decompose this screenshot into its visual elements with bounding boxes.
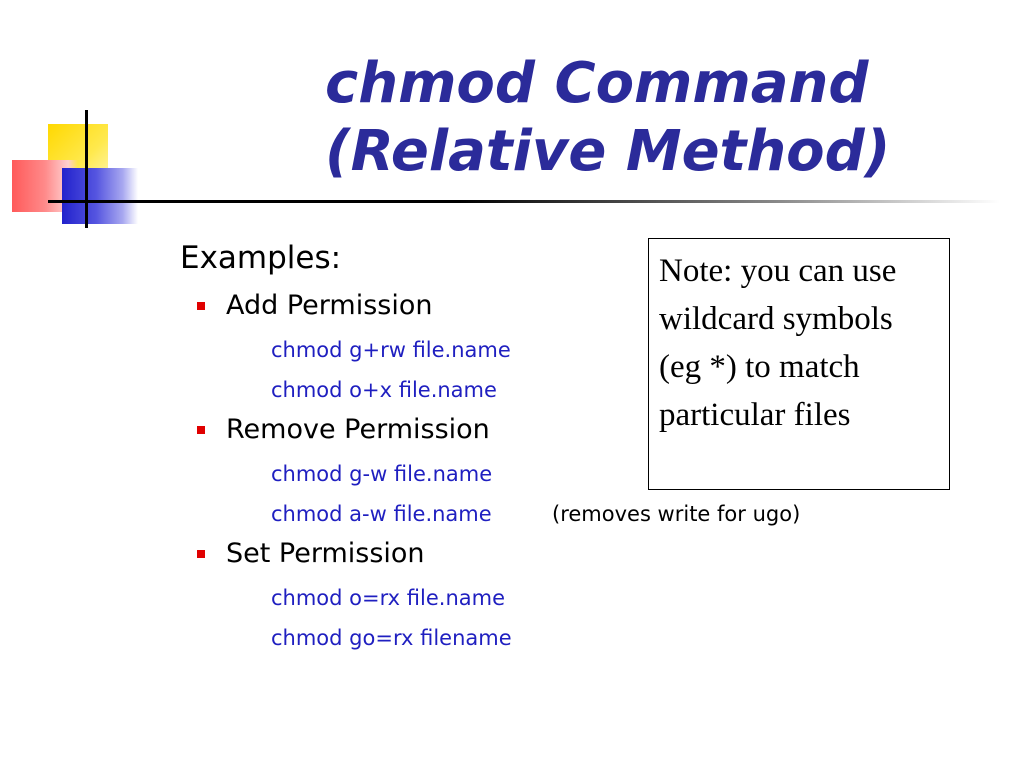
bullet-square-icon <box>197 302 205 310</box>
list-item <box>180 534 900 578</box>
bullet-square-icon <box>197 550 205 558</box>
slide-title-line2: (Relative Method) <box>325 119 891 184</box>
command-text: chmod g+rw file.name <box>271 338 511 362</box>
logo-blue-square <box>62 168 138 224</box>
section-label: Set Permission <box>226 538 425 569</box>
command-text: chmod g-w file.name <box>271 462 493 486</box>
command-text: chmod a-w file.name <box>271 502 492 526</box>
command-row <box>180 578 900 618</box>
command-row <box>180 618 900 658</box>
section-label: Add Permission <box>226 290 433 321</box>
command-text: chmod o+x file.name <box>271 378 497 402</box>
command-text: chmod o=rx file.name <box>271 586 505 610</box>
section-label: Remove Permission <box>226 414 490 445</box>
command-text: chmod go=rx filename <box>271 626 512 650</box>
bullet-square-icon <box>197 426 205 434</box>
examples-heading: Examples: <box>180 240 342 276</box>
slide-title-line1: chmod Command <box>325 51 869 116</box>
command-note: (removes write for ugo) <box>552 502 801 526</box>
command-row <box>180 494 900 534</box>
title-underline <box>100 200 1000 203</box>
decorative-logo <box>0 0 200 240</box>
logo-vertical-line <box>85 110 88 228</box>
slide-title <box>325 50 965 186</box>
section-set-permission <box>180 534 900 658</box>
note-box: Note: you can use wildcard symbols (eg *) to match particular files <box>648 238 950 490</box>
